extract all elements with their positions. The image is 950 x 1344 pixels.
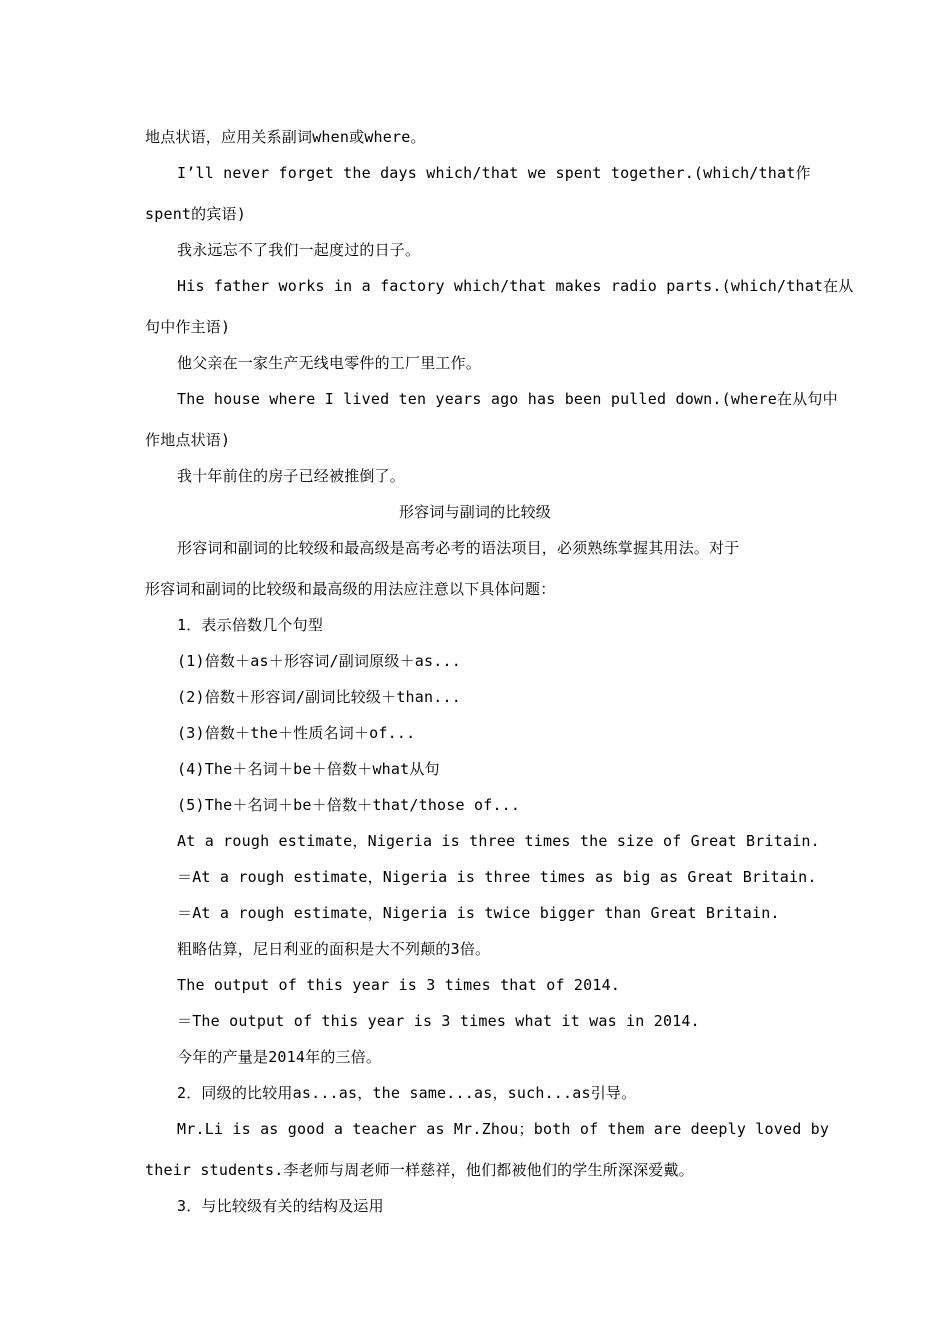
- translation-line: 今年的产量是2014年的三倍。: [177, 1048, 382, 1066]
- list-item: (2)倍数＋形容词/副词比较级＋than...: [177, 688, 461, 706]
- text-line: I’ll never forget the days which/that we spent together.(which/that作: [177, 164, 811, 182]
- text-line: 形容词和副词的比较级和最高级的用法应注意以下具体问题：: [145, 580, 556, 598]
- list-item: (5)The＋名词＋be＋倍数＋that/those of...: [177, 796, 521, 814]
- example-line: ＝The output of this year is 3 times what it was in 2014.: [177, 1012, 700, 1030]
- list-item: (3)倍数＋the＋性质名词＋of...: [177, 724, 416, 742]
- list-heading: 3．与比较级有关的结构及运用: [177, 1197, 384, 1215]
- text-line: His father works in a factory which/that makes radio parts.(which/that在从: [177, 277, 854, 295]
- list-item: (4)The＋名词＋be＋倍数＋what从句: [177, 760, 440, 778]
- translation-line: 粗略估算，尼日利亚的面积是大不列颠的3倍。: [177, 940, 491, 958]
- example-line: ＝At a rough estimate，Nigeria is three times as big as Great Britain.: [177, 868, 817, 886]
- text-line: 作地点状语): [145, 431, 231, 449]
- list-heading: 1．表示倍数几个句型: [177, 616, 324, 634]
- text-line: 他父亲在一家生产无线电零件的工厂里工作。: [177, 354, 482, 372]
- example-line: At a rough estimate，Nigeria is three times the size of Great Britain.: [177, 832, 820, 850]
- text-line: 我永远忘不了我们一起度过的日子。: [177, 241, 421, 259]
- example-line: Mr.Li is as good a teacher as Mr.Zhou；both of them are deeply loved by: [177, 1120, 830, 1138]
- text-line: 形容词和副词的比较级和最高级是高考必考的语法项目，必须熟练掌握其用法。对于: [177, 539, 740, 557]
- example-line: ＝At a rough estimate，Nigeria is twice bigger than Great Britain.: [177, 904, 780, 922]
- text-line: 句中作主语): [145, 318, 231, 336]
- list-heading: 2．同级的比较用as...as，the same...as，such...as引导。: [177, 1084, 637, 1102]
- example-line: The output of this year is 3 times that of 2014.: [177, 976, 621, 994]
- section-heading: 形容词与副词的比较级: [398, 503, 551, 521]
- example-line: their students.李老师与周老师一样慈祥，他们都被他们的学生所深深爱戴。: [145, 1161, 694, 1179]
- list-item: (1)倍数＋as＋形容词/副词原级＋as...: [177, 652, 461, 670]
- text-line: The house where I lived ten years ago has been pulled down.(where在从句中: [177, 390, 838, 408]
- text-line: spent的宾语): [145, 205, 246, 223]
- text-line: 我十年前住的房子已经被推倒了。: [177, 467, 406, 485]
- text-line: 地点状语，应用关系副词when或where。: [145, 128, 426, 146]
